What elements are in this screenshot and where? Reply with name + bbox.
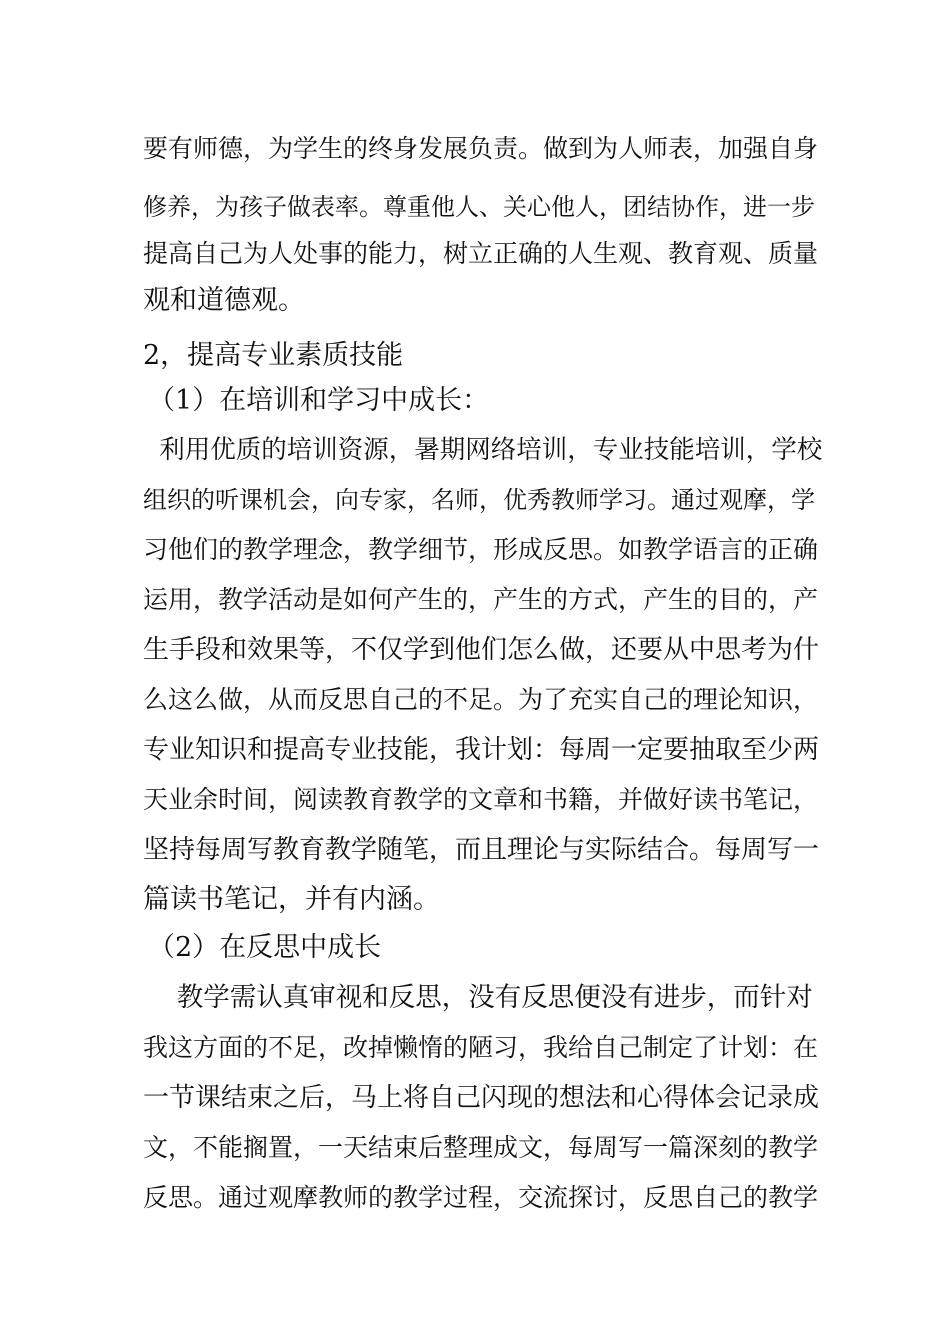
- text-line: 么这么做，从而反思自己的不足。为了充实自己的理论知识，: [143, 685, 819, 714]
- section-heading: 2，提高专业素质技能: [143, 340, 404, 371]
- text-line: 观和道德观。: [143, 285, 305, 316]
- text-line: 组织的听课机会，向专家，名师，优秀教师学习。通过观摩，学: [143, 486, 815, 514]
- text-line: 一节课结束之后，马上将自己闪现的想法和心得体会记录成: [143, 1083, 820, 1113]
- text-line: 教学需认真审视和反思，没有反思便没有进步，而针对: [143, 982, 813, 1013]
- text-line: 利用优质的培训资源，暑期网络培训，专业技能培训，学校: [143, 435, 823, 465]
- text-line: 我这方面的不足，改掉懒惰的陋习，我给自己制定了计划：在: [143, 1033, 819, 1062]
- text-line: 坚持每周写教育教学随笔，而且理论与实际结合。每周写一: [143, 835, 820, 865]
- text-line: 提高自己为人处事的能力，树立正确的人生观、教育观、质量: [143, 239, 819, 268]
- text-line: 反思。通过观摩教师的教学过程，交流探讨，反思自己的教学: [143, 1183, 819, 1212]
- text-line: 习他们的教学理念，教学细节，形成反思。如教学语言的正确: [143, 535, 819, 564]
- text-line: 生手段和效果等，不仅学到他们怎么做，还要从中思考为什: [143, 635, 820, 665]
- text-line: 运用，教学活动是如何产生的，产生的方式，产生的目的，产: [143, 585, 819, 614]
- text-line: 修养，为孩子做表率。尊重他人、关心他人，团结协作，进一步: [143, 193, 815, 221]
- text-line: 天业余时间，阅读教育教学的文章和书籍，并做好读书笔记，: [143, 785, 819, 814]
- text-line: 要有师德，为学生的终身发展负责。做到为人师表，加强自身: [143, 134, 819, 163]
- text-line: 篇读书笔记，并有内涵。: [143, 884, 440, 915]
- subsection-heading: （2）在反思中成长: [148, 932, 382, 963]
- text-line: 文，不能搁置，一天结束后整理成文，每周写一篇深刻的教学: [143, 1133, 819, 1162]
- subsection-heading: （1）在培训和学习中成长：: [148, 385, 490, 416]
- text-line: 专业知识和提高专业技能，我计划：每周一定要抽取至少两: [143, 735, 820, 765]
